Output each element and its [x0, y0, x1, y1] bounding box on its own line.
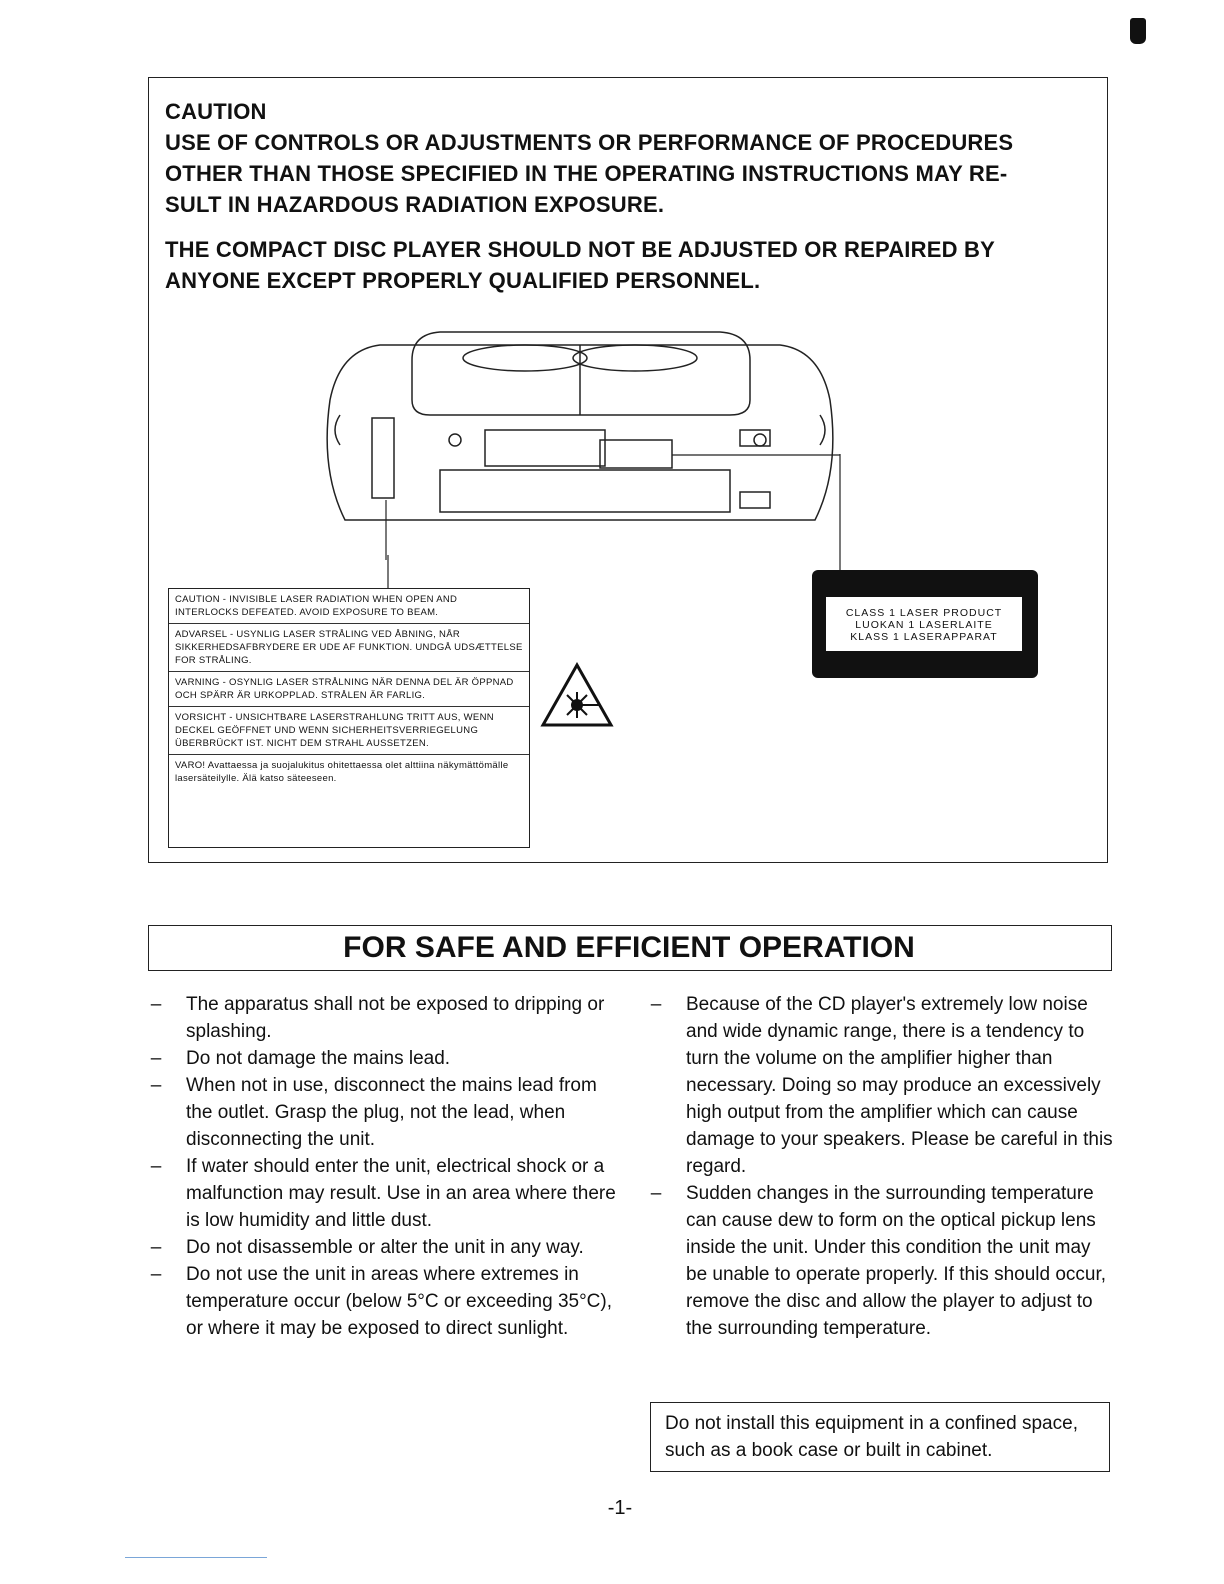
- class-1-laser-label: [812, 570, 1038, 678]
- laser-hazard-icon: [540, 662, 614, 728]
- caution-line-3: SULT IN HAZARDOUS RADIATION EXPOSURE.: [165, 192, 665, 217]
- list-item-text: The apparatus shall not be exposed to dripping or splashing.: [186, 994, 605, 1042]
- list-item: [646, 991, 1114, 1180]
- cd-player-illustration: [320, 320, 840, 560]
- class-label-line-1: CLASS 1 LASER PRODUCT: [845, 607, 1003, 619]
- label-connector-left: [386, 555, 390, 589]
- section-title: FOR SAFE AND EFFICIENT OPERATION: [343, 931, 915, 964]
- laser-warning-danish: ADVARSEL - USYNLIG LASER STRÅLING VED ÅBNING, NÅR SIKKERHEDSAFBRYDERE ER UDE AF FUNKTION. UNDGÅ UDSÆTTELSE FOR STRÅLING.: [169, 624, 529, 672]
- class-label-line-2: LUOKAN 1 LASERLAITE: [855, 619, 993, 631]
- list-item-text: Do not disassemble or alter the unit in any way.: [186, 1237, 584, 1258]
- label-connector-right: [838, 454, 842, 572]
- laser-warning-swedish: VARNING - OSYNLIG LASER STRÅLNING NÄR DENNA DEL ÄR ÖPPNAD OCH SPÄRR ÄR URKOPPLAD. STRÅLEN ÄR FARLIG.: [169, 672, 529, 707]
- caution-text: [165, 96, 1095, 296]
- laser-warning-label: [168, 588, 530, 848]
- caution-line-1: USE OF CONTROLS OR ADJUSTMENTS OR PERFORMANCE OF PROCEDURES: [165, 130, 1014, 155]
- installation-notice: Do not install this equipment in a confined space, such as a book case or built in cabinet.: [650, 1402, 1110, 1472]
- list-item-text: Because of the CD player's extremely low noise and wide dynamic range, there is a tendency to turn the volume on the amplifier higher than necessary. Doing so may produce an excessively high output from the amplifier which can cause damage to your speakers. Please be careful in this regard.: [686, 994, 1113, 1177]
- caution-line-4: THE COMPACT DISC PLAYER SHOULD NOT BE ADJUSTED OR REPAIRED BY: [165, 237, 995, 262]
- player-window-left: [463, 345, 587, 371]
- laser-warning-english: CAUTION - INVISIBLE LASER RADIATION WHEN OPEN AND INTERLOCKS DEFEATED. AVOID EXPOSURE TO BEAM.: [169, 589, 529, 624]
- list-item-text: If water should enter the unit, electrical shock or a malfunction may result. Use in an area where there is low humidity and little dust.: [186, 1156, 616, 1231]
- laser-warning-german: VORSICHT - UNSICHTBARE LASERSTRAHLUNG TRITT AUS, WENN DECKEL GEÖFFNET UND WENN SICHERHEITSVERRIEGELUNG ÜBERBRÜCKT IST. NICHT DEM STRAHL AUSSETZEN.: [169, 707, 529, 755]
- bullet-dash: –: [650, 994, 662, 1015]
- class-label-line-3: KLASS 1 LASERAPPARAT: [850, 631, 998, 643]
- bullet-dash: –: [150, 1156, 162, 1177]
- player-window-right: [573, 345, 697, 371]
- left-column: [146, 991, 616, 1342]
- list-item-text: When not in use, disconnect the mains lead from the outlet. Grasp the plug, not the lead, when disconnecting the unit.: [186, 1075, 597, 1150]
- laser-warning-finnish: VARO! Avattaessa ja suojalukitus ohitettaessa olet alttiina näkymättömälle lasersäteilylle. Älä katso säteeseen.: [175, 760, 509, 784]
- list-item: [146, 991, 616, 1045]
- bullet-dash: –: [150, 994, 162, 1015]
- list-item: [146, 1072, 616, 1153]
- caution-heading: CAUTION: [165, 99, 267, 124]
- right-column: [646, 991, 1114, 1342]
- list-item-text: Sudden changes in the surrounding temperature can cause dew to form on the optical pickup lens inside the unit. Under this condition the unit may be unable to operate properly. If this should occur, remove the disc and allow the player to adjust to the surrounding temperature.: [686, 1183, 1107, 1339]
- player-panel: [440, 470, 730, 512]
- bullet-dash: –: [150, 1048, 162, 1069]
- list-item: [146, 1261, 616, 1342]
- list-item: [146, 1153, 616, 1234]
- bullet-dash: –: [150, 1264, 162, 1285]
- caution-line-5: ANYONE EXCEPT PROPERLY QUALIFIED PERSONNEL.: [165, 268, 761, 293]
- bullet-dash: –: [150, 1237, 162, 1258]
- page-number: -1-: [607, 1497, 633, 1519]
- caution-line-2: OTHER THAN THOSE SPECIFIED IN THE OPERATING INSTRUCTIONS MAY RE-: [165, 161, 1008, 186]
- bullet-dash: –: [150, 1075, 162, 1096]
- list-item: [646, 1180, 1114, 1342]
- bullet-dash: –: [650, 1183, 662, 1204]
- player-side-panel: [372, 418, 394, 498]
- player-cassette-door: [485, 430, 605, 466]
- list-item-text: Do not use the unit in areas where extremes in temperature occur (below 5°C or exceeding 35°C), or where it may be exposed to direct sunlight.: [186, 1264, 613, 1339]
- list-item: [146, 1045, 616, 1072]
- list-item: [146, 1234, 616, 1261]
- footer-rule: [125, 1557, 267, 1558]
- list-item-text: Do not damage the mains lead.: [186, 1048, 451, 1069]
- corner-mark: [1130, 18, 1146, 44]
